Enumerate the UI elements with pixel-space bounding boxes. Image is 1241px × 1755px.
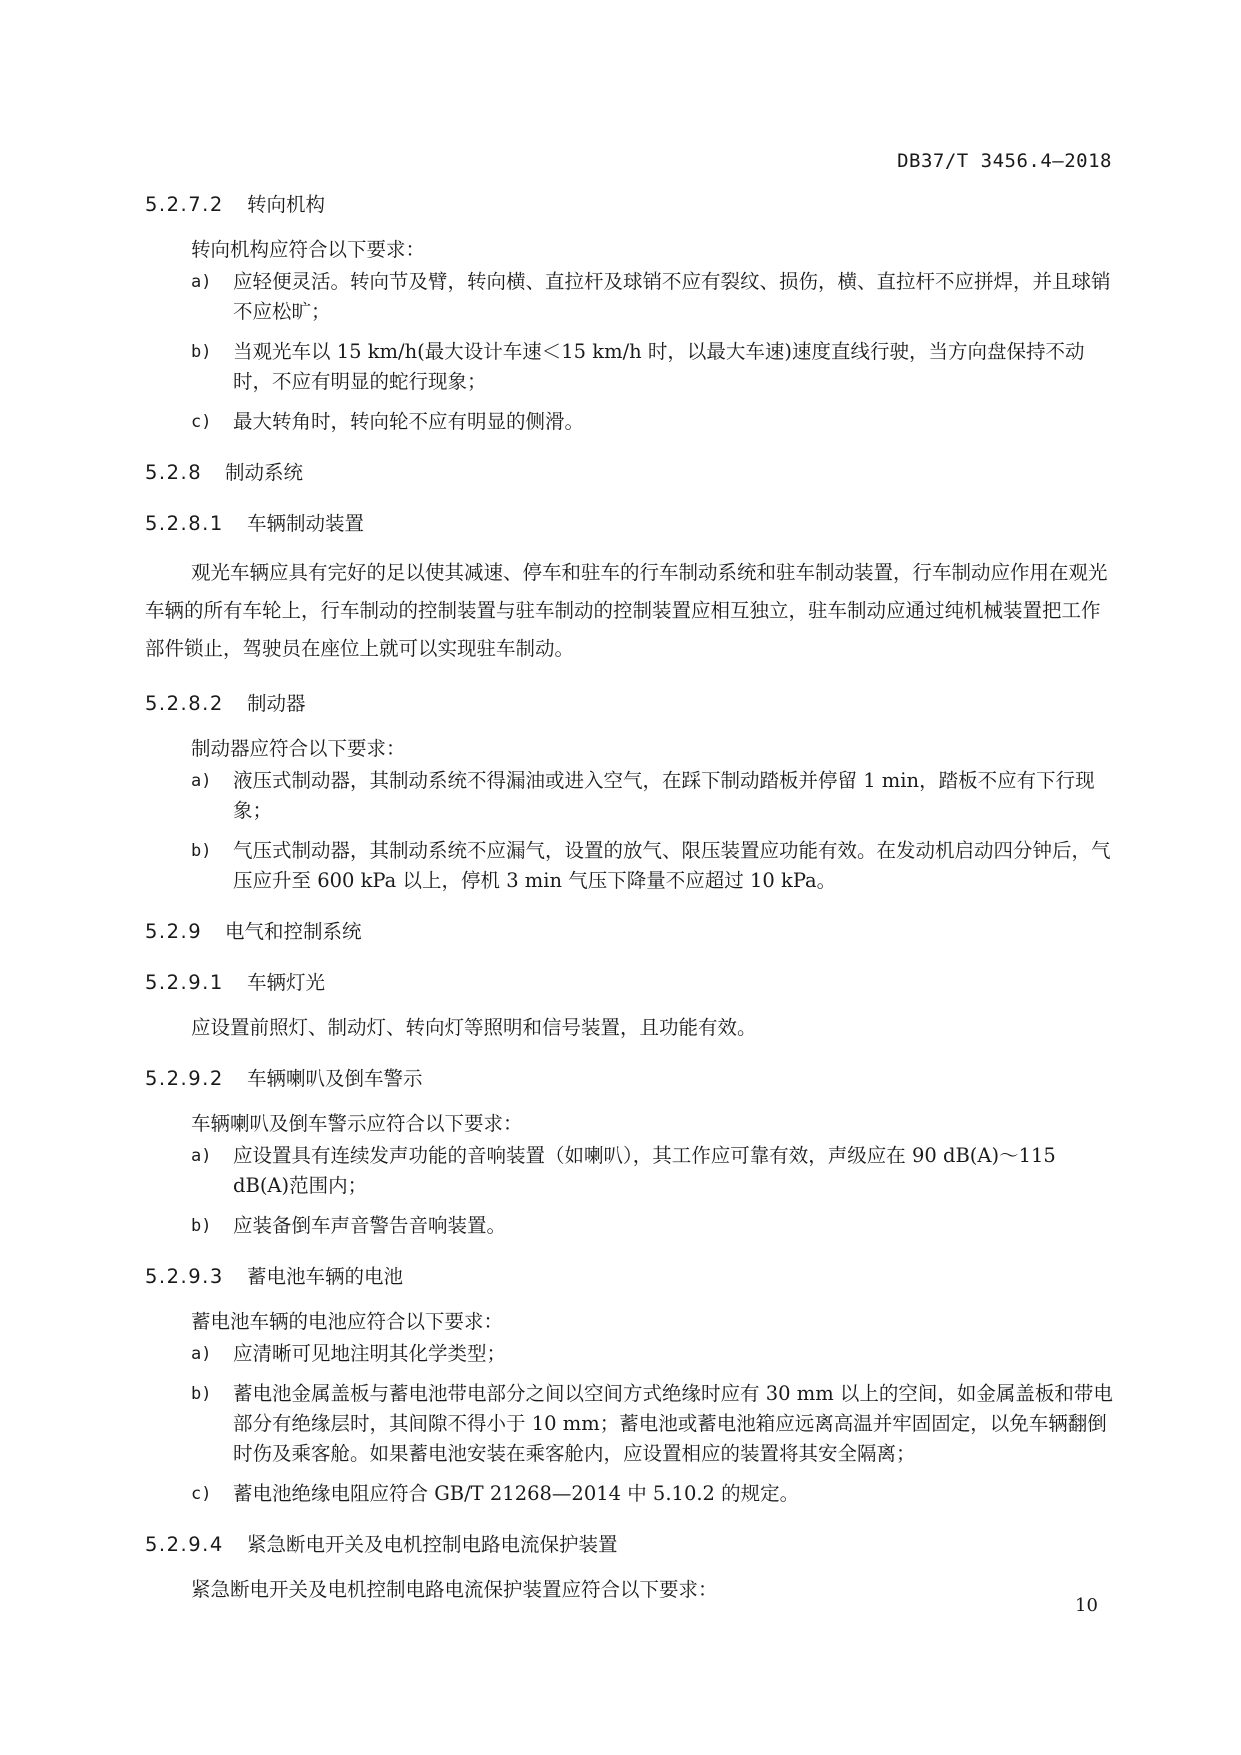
document-code: DB37/T 3456.4—2018 <box>897 150 1112 172</box>
list-item <box>191 337 1115 397</box>
list-item <box>191 407 1115 437</box>
section-heading <box>145 1064 1115 1094</box>
section-number: 5.2.8.2 <box>145 692 224 715</box>
list-label: b) <box>191 342 212 362</box>
section-5-2-9-3 <box>145 1262 1115 1509</box>
section-5-2-9-1 <box>145 968 1115 1043</box>
section-title: 电气和控制系统 <box>225 920 362 943</box>
list-item <box>191 1339 1115 1369</box>
section-number: 5.2.8 <box>145 461 203 484</box>
list-label: a) <box>191 1344 212 1364</box>
section-intro: 应设置前照灯、制动灯、转向灯等照明和信号装置，且功能有效。 <box>191 1016 757 1039</box>
section-5-2-9 <box>145 917 1115 947</box>
section-title: 转向机构 <box>247 193 326 216</box>
page-number: 10 <box>1075 1595 1098 1616</box>
list-item <box>191 267 1115 327</box>
list-text: 应设置具有连续发声功能的音响装置（如喇叭），其工作应可靠有效，声级应在 90 dB(A)～115 dB(A)范围内； <box>233 1144 1056 1197</box>
list-label: a) <box>191 1146 212 1166</box>
list-label: c) <box>191 1484 212 1504</box>
list-text: 气压式制动器，其制动系统不应漏气，设置的放气、限压装置应功能有效。在发动机启动四分钟后，气压应升至 600 kPa 以上，停机 3 min 气压下降量不应超过 10 kPa。 <box>233 839 1111 892</box>
section-5-2-9-2 <box>145 1064 1115 1241</box>
list-text: 应装备倒车声音警告音响装置。 <box>233 1214 507 1237</box>
list-text: 当观光车以 15 km/h(最大设计车速＜15 km/h 时，以最大车速)速度直线行驶，当方向盘保持不动时，不应有明显的蛇行现象； <box>233 340 1085 393</box>
section-title: 制动系统 <box>225 461 304 484</box>
list-label: b) <box>191 1216 212 1236</box>
section-intro: 制动器应符合以下要求： <box>191 737 406 760</box>
section-intro: 车辆喇叭及倒车警示应符合以下要求： <box>191 1112 523 1135</box>
page-content <box>145 190 1115 1626</box>
list-item <box>191 1479 1115 1509</box>
section-title: 车辆喇叭及倒车警示 <box>247 1067 423 1090</box>
list-text: 最大转角时，转向轮不应有明显的侧滑。 <box>233 410 585 433</box>
section-5-2-9-4 <box>145 1530 1115 1605</box>
section-title: 车辆制动装置 <box>247 512 365 535</box>
list-item <box>191 1141 1115 1201</box>
section-number: 5.2.9.4 <box>145 1533 224 1556</box>
section-number: 5.2.8.1 <box>145 512 224 535</box>
list-label: c) <box>191 412 212 432</box>
section-heading <box>145 190 1115 220</box>
section-5-2-7-2 <box>145 190 1115 437</box>
section-number: 5.2.7.2 <box>145 193 224 216</box>
section-heading <box>145 1530 1115 1560</box>
section-number: 5.2.9.3 <box>145 1265 224 1288</box>
list-item <box>191 766 1115 826</box>
section-heading <box>145 968 1115 998</box>
section-title: 蓄电池车辆的电池 <box>247 1265 404 1288</box>
section-heading <box>145 458 1115 488</box>
section-title: 紧急断电开关及电机控制电路电流保护装置 <box>247 1533 618 1556</box>
section-number: 5.2.9.1 <box>145 971 224 994</box>
list-label: b) <box>191 841 212 861</box>
list-item <box>191 836 1115 896</box>
section-5-2-8-2 <box>145 689 1115 896</box>
list-label: a) <box>191 272 212 292</box>
section-5-2-8 <box>145 458 1115 488</box>
section-title: 车辆灯光 <box>247 971 326 994</box>
section-intro: 蓄电池车辆的电池应符合以下要求： <box>191 1310 504 1333</box>
list-label: b) <box>191 1384 212 1404</box>
section-heading <box>145 1262 1115 1292</box>
section-intro: 紧急断电开关及电机控制电路电流保护装置应符合以下要求： <box>191 1578 718 1601</box>
section-heading <box>145 917 1115 947</box>
list-text: 蓄电池金属盖板与蓄电池带电部分之间以空间方式绝缘时应有 30 mm 以上的空间，如金属盖板和带电部分有绝缘层时，其间隙不得小于 10 mm；蓄电池或蓄电池箱应远离高温并牢固固定，以免车辆翻倒时伤及乘客舱。如果蓄电池安装在乘客舱内，应设置相应的装置将其安全隔离； <box>233 1382 1113 1465</box>
section-heading <box>145 689 1115 719</box>
section-5-2-8-1 <box>145 509 1115 668</box>
section-paragraph: 观光车辆应具有完好的足以使其减速、停车和驻车的行车制动系统和驻车制动装置，行车制动应作用在观光车辆的所有车轮上，行车制动的控制装置与驻车制动的控制装置应相互独立，驻车制动应通过纯机械装置把工作部件锁止，驾驶员在座位上就可以实现驻车制动。 <box>145 561 1108 660</box>
section-number: 5.2.9 <box>145 920 203 943</box>
list-text: 蓄电池绝缘电阻应符合 GB/T 21268—2014 中 5.10.2 的规定。 <box>233 1482 800 1505</box>
list-text: 液压式制动器，其制动系统不得漏油或进入空气，在踩下制动踏板并停留 1 min，踏板不应有下行现象； <box>233 769 1095 822</box>
section-title: 制动器 <box>247 692 306 715</box>
list-label: a) <box>191 771 212 791</box>
list-item <box>191 1379 1115 1469</box>
section-heading <box>145 509 1115 539</box>
section-number: 5.2.9.2 <box>145 1067 224 1090</box>
list-text: 应轻便灵活。转向节及臂，转向横、直拉杆及球销不应有裂纹、损伤，横、直拉杆不应拼焊，并且球销不应松旷； <box>233 270 1111 323</box>
list-text: 应清晰可见地注明其化学类型； <box>233 1342 507 1365</box>
list-item <box>191 1211 1115 1241</box>
section-intro: 转向机构应符合以下要求： <box>191 238 426 261</box>
